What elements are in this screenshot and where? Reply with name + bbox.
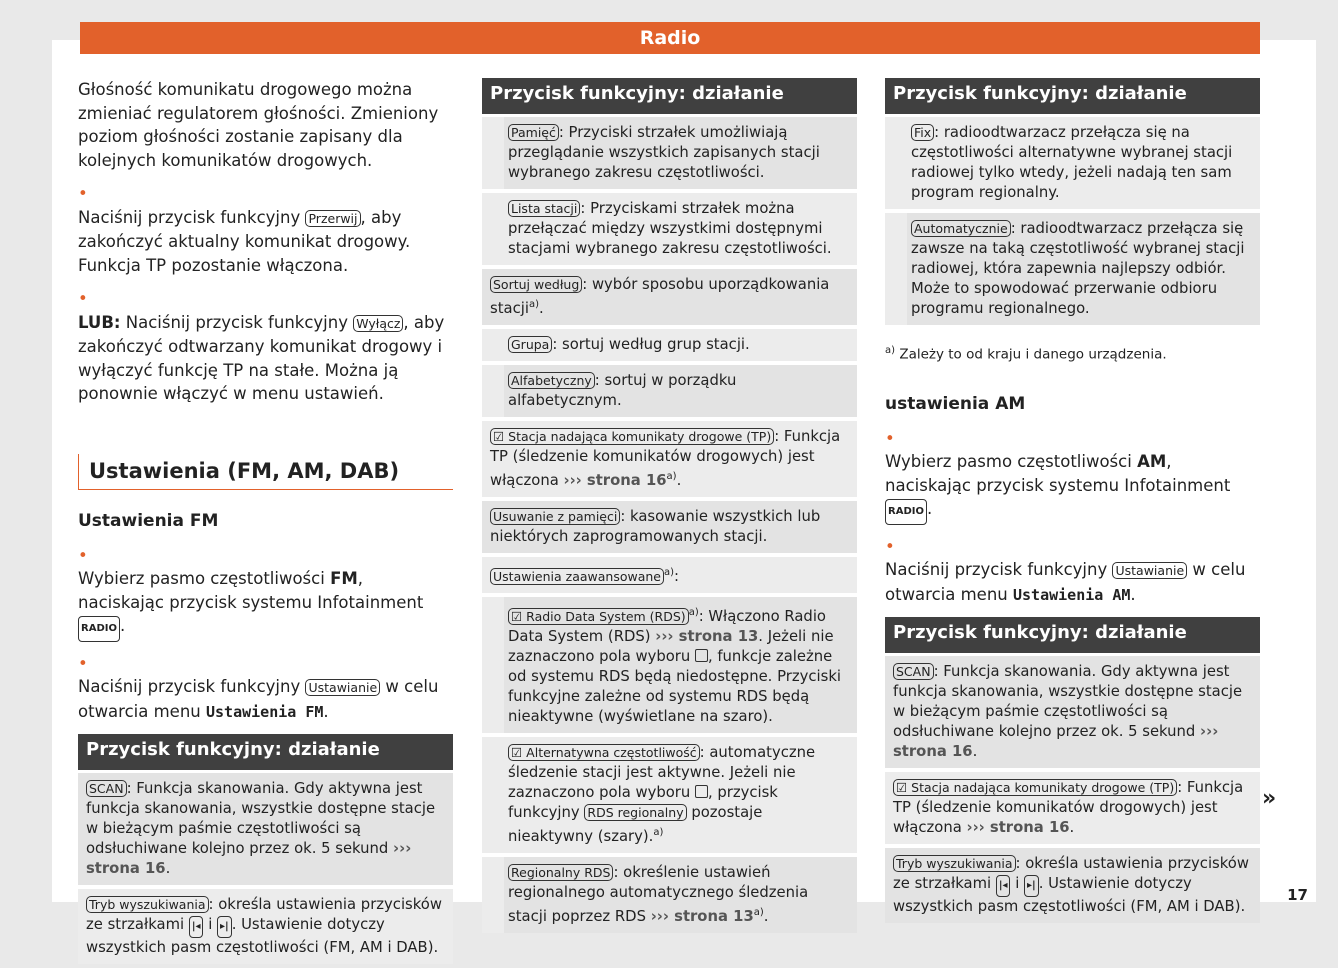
function-button-label: Przerwij <box>305 210 360 227</box>
page-reference[interactable]: ››› strona 13 <box>650 907 754 925</box>
table-row <box>885 117 1260 209</box>
text: Zależy to od kraju i danego urządzenia. <box>895 346 1167 363</box>
menu-name: Ustawienia FM <box>206 702 324 721</box>
previous-icon: |◂ <box>996 875 1011 897</box>
text: . <box>165 860 171 877</box>
text: . Ustawienie dotyczy wszystkich pasm częstotliwości (FM, AM i DAB). <box>86 916 439 956</box>
text: . Jeżeli nie zaznaczono pola wyboru <box>508 627 834 665</box>
function-button-label: Alfabetyczny <box>508 372 595 389</box>
paragraph <box>78 78 453 172</box>
text: : sortuj według grup stacji. <box>552 335 750 353</box>
text: : Funkcja skanowania. Gdy aktywna jest funkcja skanowania, wszystkie dostępne stacje w bieżącym paśmie częstotliwości są odsłuchiwane kolejno przez ok. 5 sekund <box>893 663 1243 740</box>
text: . <box>972 743 978 760</box>
radio-button-icon: RADIO <box>885 499 927 525</box>
table-row <box>482 857 857 933</box>
page-reference[interactable]: ››› strona 16 <box>893 723 1219 760</box>
text: ustawienia AM <box>885 394 1026 414</box>
text: : kasowanie wszystkich lub niektórych zaprogramowanych stacji. <box>490 507 821 545</box>
table-row <box>482 365 857 417</box>
table-header <box>482 78 857 114</box>
bold-text: AM <box>1137 452 1167 471</box>
text: , naciskając przycisk systemu Infotainment <box>885 452 1231 495</box>
text: . <box>119 616 126 635</box>
text: : sortuj w porządku alfabetycznym. <box>508 371 737 409</box>
text: . <box>538 299 544 317</box>
page-number: 17 <box>1287 886 1308 904</box>
function-button-label: Fix <box>911 124 934 141</box>
text: : radioodtwarzacz przełącza się zawsze na taką częstotliwość wybranej stacji radiowej, która zapewnia najlepszy odbiór. Może to spowodować przerwanie odbioru programu regionalnego. <box>911 220 1245 317</box>
text: : <box>674 567 680 585</box>
table-row <box>482 193 857 265</box>
bullet-item <box>78 652 453 725</box>
table-row <box>885 656 1260 768</box>
radio-button-icon: RADIO <box>78 616 120 642</box>
text: w celu otwarcia menu <box>78 677 439 721</box>
menu-name: Ustawienia AM <box>1013 585 1131 604</box>
function-button-label: SCAN <box>893 663 934 680</box>
text: : Włączono Radio Data System (RDS) <box>508 607 826 645</box>
text: Naciśnij przycisk funkcyjny <box>885 560 1113 579</box>
table-row <box>885 772 1260 844</box>
bullet-item <box>78 287 453 406</box>
table-row <box>885 848 1260 923</box>
table-header <box>78 734 453 770</box>
text: pozostaje nieaktywny (szary). <box>508 803 763 845</box>
table-row <box>482 117 857 189</box>
checkbox-empty-icon <box>695 785 708 798</box>
text: Naciśnij przycisk funkcyjny <box>78 677 306 696</box>
text: . <box>1069 819 1075 836</box>
text: . <box>1130 584 1136 604</box>
function-button-label: ☑ Alternatywna częstotliwość <box>508 744 700 761</box>
text: , przycisk funkcyjny <box>508 783 778 821</box>
function-button-label: Regionalny RDS <box>508 864 613 881</box>
text: Przycisk funkcyjny: działanie <box>86 739 380 760</box>
footnote-marker: a) <box>653 826 664 838</box>
text: i <box>1010 875 1025 892</box>
text: : Funkcja skanowania. Gdy aktywna jest funkcja skanowania, wszystkie dostępne stacje w bieżącym paśmie częstotliwości są odsłuchiwane kolejno przez ok. 5 sekund <box>86 780 436 857</box>
text: , naciskając przycisk systemu Infotainment <box>78 569 424 612</box>
text: : Funkcja TP (śledzenie komunikatów drogowych) jest włączona <box>490 427 841 489</box>
function-button-label: Usuwanie z pamięci <box>490 508 620 525</box>
footnote-marker: a) <box>666 470 677 482</box>
footnote-marker: a) <box>753 906 764 918</box>
function-button-label: SCAN <box>86 780 127 797</box>
text: Przycisk funkcyjny: działanie <box>893 622 1187 643</box>
table-row <box>482 421 857 497</box>
column-left <box>78 78 453 968</box>
bullet-item <box>78 544 453 642</box>
text: Ustawienia FM <box>78 511 219 531</box>
text: : wybór sposobu uporządkowania stacji <box>490 276 830 317</box>
function-button-label: Ustawianie <box>1112 562 1187 579</box>
text: i <box>203 916 218 933</box>
bullet-item <box>78 182 453 277</box>
footnote-marker: a) <box>528 299 539 310</box>
text: : określa ustawienia przycisków ze strzałkami <box>893 855 1249 892</box>
function-button-label: Tryb wyszukiwania <box>86 896 209 913</box>
bullet-item <box>885 535 1260 608</box>
previous-icon: |◂ <box>189 916 204 938</box>
function-button-label: RDS regionalny <box>584 804 686 821</box>
bold-text: FM <box>330 569 358 588</box>
page-reference[interactable]: ››› strona 16 <box>563 471 667 489</box>
section-title <box>78 454 453 491</box>
table-header <box>885 78 1260 114</box>
function-button-label: Sortuj według <box>490 276 582 293</box>
column-right <box>885 78 1260 927</box>
text: Naciśnij przycisk funkcyjny <box>120 312 354 332</box>
subsection-title <box>885 393 1260 417</box>
continue-mark: » <box>1262 786 1277 811</box>
function-button-label: Pamięć <box>508 124 559 141</box>
bold-text: LUB: <box>78 312 121 332</box>
text: , aby zakończyć aktualny komunikat drogowy. Funkcja TP pozostanie włączona. <box>78 207 411 275</box>
function-button-label: ☑ Stacja nadająca komunikaty drogowe (TP) <box>490 428 774 445</box>
function-button-label: Wyłącz <box>353 315 403 332</box>
text: . <box>926 499 933 518</box>
table-row <box>482 737 857 853</box>
text: , funkcje zależne od systemu RDS będą niedostępne. Przyciski funkcyjne zależne od systemu RDS będą nieaktywne (wyświetlane na szaro). <box>508 647 841 725</box>
function-button-label: Grupa <box>508 336 552 353</box>
table-row <box>78 773 453 885</box>
text: : radioodtwarzacz przełącza się na częstotliwości alternatywne wybranej stacji radiowej tylko wtedy, jeżeli nadają ten sam program regionalny. <box>911 124 1233 201</box>
text: : Przyciski strzałek umożliwiają przeglądanie wszystkich zapisanych stacji wybranego zakresu częstotliwości. <box>508 124 820 181</box>
text: : Przyciskami strzałek można przełączać między wszystkimi dostępnymi stacjami wybranego zakresu częstotliwości. <box>508 200 832 257</box>
table-row <box>885 213 1260 325</box>
next-icon: ▸| <box>217 916 232 938</box>
function-button-label: ☑ Stacja nadająca komunikaty drogowe (TP) <box>893 779 1177 796</box>
column-middle <box>482 78 857 937</box>
function-button-label: Ustawienia zaawansowane <box>490 568 664 585</box>
text: : Funkcja TP (śledzenie komunikatów drogowych) jest włączona <box>893 779 1244 836</box>
function-button-label: Tryb wyszukiwania <box>893 855 1016 872</box>
page-reference[interactable]: ››› strona 16 <box>86 840 412 877</box>
text: : automatyczne śledzenie stacji jest aktywne. Jeżeli nie zaznaczono pola wyboru <box>508 743 816 801</box>
text: : określa ustawienia przycisków ze strzałkami <box>86 896 442 933</box>
function-button-label: Ustawianie <box>305 679 380 696</box>
page-reference[interactable]: ››› strona 13 <box>655 627 759 645</box>
table-row <box>482 329 857 361</box>
function-button-label: Lista stacji <box>508 200 580 217</box>
text: . <box>323 701 329 721</box>
table-row <box>482 557 857 593</box>
table-row <box>482 597 857 733</box>
table-row <box>482 501 857 553</box>
next-icon: ▸| <box>1024 875 1039 897</box>
text: Głośność komunikatu drogowego można zmieniać regulatorem głośności. Zmieniony poziom głośności zostanie zapisany dla kolejnych komunikatów drogowych. <box>78 80 439 170</box>
text: Wybierz pasmo częstotliwości <box>78 569 331 588</box>
page-reference[interactable]: ››› strona 16 <box>966 819 1070 836</box>
text: , aby zakończyć odtwarzany komunikat drogowy i wyłączyć funkcję TP na stałe. Można ją ponownie włączyć w menu ustawień. <box>78 312 445 403</box>
text: Wybierz pasmo częstotliwości <box>885 452 1138 471</box>
function-button-label: ☑ Radio Data System (RDS) <box>508 608 689 625</box>
table-header <box>885 617 1260 653</box>
text: . Ustawienie dotyczy wszystkich pasm częstotliwości (FM, AM i DAB). <box>893 875 1246 915</box>
text: . <box>676 471 682 489</box>
text: . <box>763 907 769 925</box>
function-button-label: Automatycznie <box>911 220 1011 237</box>
bullet-item <box>885 427 1260 525</box>
text: Przycisk funkcyjny: działanie <box>490 83 784 104</box>
footnote <box>885 339 1260 367</box>
footnote-marker: a) <box>885 345 896 356</box>
footnote-marker: a) <box>663 566 675 578</box>
footnote-marker: a) <box>688 606 699 618</box>
table-row <box>78 889 453 964</box>
text: w celu otwarcia menu <box>885 560 1246 604</box>
text: Przycisk funkcyjny: działanie <box>893 83 1187 104</box>
checkbox-empty-icon <box>695 649 708 662</box>
table-row <box>482 269 857 325</box>
chapter-header: Radio <box>80 22 1260 54</box>
subsection-title <box>78 510 453 534</box>
text: : określenie ustawień regionalnego automatycznego śledzenia stacji poprzez RDS <box>508 863 809 925</box>
text: Naciśnij przycisk funkcyjny <box>78 207 306 227</box>
text: Ustawienia (FM, AM, DAB) <box>89 458 400 483</box>
